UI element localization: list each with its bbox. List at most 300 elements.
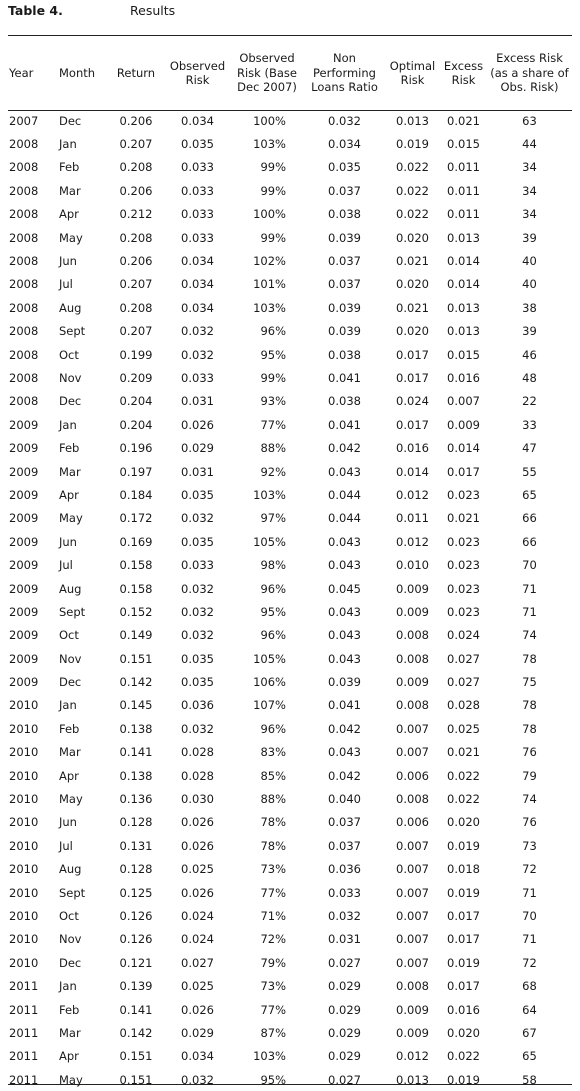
optimal-risk-cell: 0.008 (396, 651, 429, 666)
col-header-excess-risk: Excess Risk (443, 58, 484, 87)
month-cell: Sept (59, 324, 86, 339)
return-cell: 0.158 (119, 558, 153, 573)
npl-ratio-cell: 0.040 (328, 792, 361, 807)
excess-risk-cell: 0.018 (447, 862, 480, 877)
year-cell: 2011 (9, 1002, 39, 1017)
year-cell: 2010 (9, 721, 39, 736)
npl-ratio-cell: 0.027 (328, 1072, 361, 1087)
observed-risk-base-cell: 77% (260, 417, 286, 432)
excess-risk-cell: 0.013 (447, 300, 480, 315)
month-cell: Jan (59, 979, 77, 994)
excess-share-cell: 72 (522, 955, 537, 970)
optimal-risk-cell: 0.007 (396, 955, 429, 970)
optimal-risk-cell: 0.008 (396, 698, 429, 713)
npl-ratio-cell: 0.029 (328, 979, 361, 994)
year-cell: 2008 (9, 394, 39, 409)
optimal-risk-cell: 0.016 (396, 441, 429, 456)
optimal-risk-cell: 0.022 (396, 207, 429, 222)
observed-risk-cell: 0.030 (181, 792, 214, 807)
npl-ratio-cell: 0.029 (328, 1002, 361, 1017)
observed-risk-base-cell: 92% (260, 464, 286, 479)
table-row (8, 320, 572, 343)
excess-risk-cell: 0.020 (447, 1025, 480, 1040)
table-row (8, 881, 572, 904)
excess-risk-cell: 0.014 (447, 441, 480, 456)
observed-risk-base-cell: 107% (253, 698, 286, 713)
return-cell: 0.142 (119, 675, 153, 690)
table-row (8, 483, 572, 506)
excess-share-cell: 40 (522, 277, 537, 292)
optimal-risk-cell: 0.021 (396, 300, 429, 315)
observed-risk-cell: 0.035 (181, 675, 214, 690)
observed-risk-base-cell: 97% (260, 511, 286, 526)
table-row (8, 530, 572, 553)
return-cell: 0.136 (119, 792, 153, 807)
excess-share-cell: 76 (522, 815, 537, 830)
observed-risk-base-cell: 103% (253, 487, 286, 502)
excess-risk-cell: 0.023 (447, 581, 480, 596)
return-cell: 0.145 (119, 698, 153, 713)
optimal-risk-cell: 0.006 (396, 768, 429, 783)
observed-risk-cell: 0.032 (181, 604, 214, 619)
year-cell: 2010 (9, 932, 39, 947)
year-cell: 2010 (9, 792, 39, 807)
observed-risk-base-cell: 96% (260, 581, 286, 596)
year-cell: 2011 (9, 979, 39, 994)
observed-risk-cell: 0.035 (181, 137, 214, 152)
year-cell: 2010 (9, 698, 39, 713)
optimal-risk-cell: 0.008 (396, 792, 429, 807)
table-row (8, 717, 572, 740)
table-row (8, 109, 572, 132)
optimal-risk-cell: 0.020 (396, 324, 429, 339)
month-cell: Jul (59, 558, 73, 573)
observed-risk-cell: 0.034 (181, 277, 214, 292)
optimal-risk-cell: 0.021 (396, 254, 429, 269)
year-cell: 2008 (9, 230, 39, 245)
year-cell: 2009 (9, 604, 39, 619)
observed-risk-cell: 0.035 (181, 534, 214, 549)
excess-risk-cell: 0.011 (447, 207, 480, 222)
return-cell: 0.206 (119, 254, 153, 269)
year-cell: 2010 (9, 838, 39, 853)
excess-share-cell: 34 (522, 183, 537, 198)
year-cell: 2008 (9, 370, 39, 385)
npl-ratio-cell: 0.042 (328, 721, 361, 736)
optimal-risk-cell: 0.006 (396, 815, 429, 830)
month-cell: Aug (59, 862, 82, 877)
return-cell: 0.128 (119, 862, 153, 877)
excess-share-cell: 39 (522, 324, 537, 339)
npl-ratio-cell: 0.038 (328, 207, 361, 222)
excess-risk-cell: 0.017 (447, 908, 480, 923)
excess-risk-cell: 0.014 (447, 254, 480, 269)
npl-ratio-cell: 0.038 (328, 394, 361, 409)
year-cell: 2009 (9, 417, 39, 432)
excess-share-cell: 73 (522, 838, 537, 853)
excess-share-cell: 78 (522, 651, 537, 666)
col-header-npl-ratio: Non Performing Loans Ratio (311, 51, 378, 95)
return-cell: 0.207 (119, 137, 153, 152)
month-cell: May (59, 230, 83, 245)
year-cell: 2009 (9, 487, 39, 502)
month-cell: Nov (59, 932, 82, 947)
excess-risk-cell: 0.020 (447, 815, 480, 830)
npl-ratio-cell: 0.036 (328, 862, 361, 877)
month-cell: Feb (59, 1002, 80, 1017)
year-cell: 2010 (9, 745, 39, 760)
observed-risk-base-cell: 95% (260, 604, 286, 619)
table-row (8, 460, 572, 483)
excess-risk-cell: 0.017 (447, 932, 480, 947)
excess-risk-cell: 0.013 (447, 230, 480, 245)
col-header-observed-risk: Observed Risk (169, 58, 226, 87)
month-cell: Dec (59, 113, 82, 128)
table-row (8, 600, 572, 623)
npl-ratio-cell: 0.041 (328, 698, 361, 713)
excess-risk-cell: 0.013 (447, 324, 480, 339)
excess-share-cell: 71 (522, 932, 537, 947)
observed-risk-cell: 0.032 (181, 511, 214, 526)
observed-risk-base-cell: 95% (260, 1072, 286, 1087)
excess-risk-cell: 0.027 (447, 651, 480, 666)
table-row (8, 787, 572, 810)
year-cell: 2008 (9, 300, 39, 315)
return-cell: 0.206 (119, 183, 153, 198)
npl-ratio-cell: 0.037 (328, 183, 361, 198)
month-cell: Jun (59, 534, 77, 549)
return-cell: 0.125 (119, 885, 153, 900)
return-cell: 0.139 (119, 979, 153, 994)
month-cell: Oct (59, 908, 79, 923)
month-cell: Nov (59, 370, 82, 385)
observed-risk-base-cell: 103% (253, 300, 286, 315)
month-cell: Dec (59, 675, 82, 690)
excess-share-cell: 66 (522, 511, 537, 526)
excess-share-cell: 48 (522, 370, 537, 385)
table-row (8, 296, 572, 319)
table-row (8, 764, 572, 787)
excess-risk-cell: 0.021 (447, 745, 480, 760)
observed-risk-base-cell: 105% (253, 534, 286, 549)
excess-share-cell: 70 (522, 908, 537, 923)
observed-risk-base-cell: 78% (260, 838, 286, 853)
optimal-risk-cell: 0.020 (396, 277, 429, 292)
optimal-risk-cell: 0.019 (396, 137, 429, 152)
npl-ratio-cell: 0.042 (328, 768, 361, 783)
observed-risk-base-cell: 101% (253, 277, 286, 292)
excess-risk-cell: 0.022 (447, 792, 480, 807)
optimal-risk-cell: 0.022 (396, 183, 429, 198)
observed-risk-cell: 0.029 (181, 441, 214, 456)
month-cell: Nov (59, 651, 82, 666)
table-row (8, 904, 572, 927)
return-cell: 0.126 (119, 908, 153, 923)
table-row (8, 507, 572, 530)
excess-share-cell: 47 (522, 441, 537, 456)
year-cell: 2008 (9, 137, 39, 152)
month-cell: Mar (59, 464, 81, 479)
month-cell: Jun (59, 254, 77, 269)
year-cell: 2008 (9, 254, 39, 269)
return-cell: 0.208 (119, 300, 153, 315)
year-cell: 2009 (9, 581, 39, 596)
optimal-risk-cell: 0.007 (396, 932, 429, 947)
excess-risk-cell: 0.023 (447, 487, 480, 502)
observed-risk-cell: 0.031 (181, 464, 214, 479)
observed-risk-cell: 0.034 (181, 254, 214, 269)
optimal-risk-cell: 0.009 (396, 581, 429, 596)
optimal-risk-cell: 0.009 (396, 675, 429, 690)
table-row (8, 390, 572, 413)
excess-share-cell: 76 (522, 745, 537, 760)
month-cell: Aug (59, 581, 82, 596)
table-number: Table 4. (8, 3, 63, 18)
month-cell: Oct (59, 347, 79, 362)
observed-risk-base-cell: 88% (260, 792, 286, 807)
observed-risk-cell: 0.026 (181, 417, 214, 432)
excess-share-cell: 64 (522, 1002, 537, 1017)
excess-risk-cell: 0.019 (447, 1072, 480, 1087)
observed-risk-base-cell: 95% (260, 347, 286, 362)
return-cell: 0.142 (119, 1025, 153, 1040)
observed-risk-base-cell: 103% (253, 1049, 286, 1064)
excess-risk-cell: 0.019 (447, 885, 480, 900)
npl-ratio-cell: 0.027 (328, 955, 361, 970)
npl-ratio-cell: 0.029 (328, 1049, 361, 1064)
return-cell: 0.208 (119, 160, 153, 175)
optimal-risk-cell: 0.013 (396, 113, 429, 128)
month-cell: Dec (59, 955, 82, 970)
optimal-risk-cell: 0.009 (396, 1025, 429, 1040)
npl-ratio-cell: 0.035 (328, 160, 361, 175)
table-row (8, 226, 572, 249)
col-header-observed-risk-base: Observed Risk (Base Dec 2007) (237, 51, 297, 95)
observed-risk-cell: 0.034 (181, 113, 214, 128)
return-cell: 0.131 (119, 838, 153, 853)
return-cell: 0.152 (119, 604, 153, 619)
observed-risk-cell: 0.028 (181, 745, 214, 760)
month-cell: Mar (59, 745, 81, 760)
observed-risk-base-cell: 78% (260, 815, 286, 830)
optimal-risk-cell: 0.022 (396, 160, 429, 175)
year-cell: 2011 (9, 1025, 39, 1040)
excess-risk-cell: 0.016 (447, 1002, 480, 1017)
npl-ratio-cell: 0.039 (328, 300, 361, 315)
year-cell: 2010 (9, 955, 39, 970)
table-row (8, 343, 572, 366)
return-cell: 0.158 (119, 581, 153, 596)
excess-risk-cell: 0.015 (447, 137, 480, 152)
observed-risk-base-cell: 106% (253, 675, 286, 690)
npl-ratio-cell: 0.029 (328, 1025, 361, 1040)
excess-risk-cell: 0.009 (447, 417, 480, 432)
excess-share-cell: 74 (522, 628, 537, 643)
excess-risk-cell: 0.011 (447, 160, 480, 175)
results-table (8, 37, 572, 1091)
excess-share-cell: 39 (522, 230, 537, 245)
return-cell: 0.126 (119, 932, 153, 947)
observed-risk-base-cell: 87% (260, 1025, 286, 1040)
optimal-risk-cell: 0.020 (396, 230, 429, 245)
observed-risk-base-cell: 99% (260, 370, 286, 385)
table-row (8, 553, 572, 576)
excess-share-cell: 34 (522, 207, 537, 222)
excess-share-cell: 71 (522, 581, 537, 596)
observed-risk-cell: 0.034 (181, 300, 214, 315)
excess-share-cell: 71 (522, 885, 537, 900)
table-row (8, 951, 572, 974)
observed-risk-cell: 0.032 (181, 347, 214, 362)
year-cell: 2008 (9, 324, 39, 339)
month-cell: Jun (59, 815, 77, 830)
excess-risk-cell: 0.014 (447, 277, 480, 292)
observed-risk-cell: 0.033 (181, 160, 214, 175)
month-cell: Apr (59, 1049, 79, 1064)
table-row (8, 1045, 572, 1068)
excess-risk-cell: 0.022 (447, 768, 480, 783)
excess-risk-cell: 0.019 (447, 838, 480, 853)
observed-risk-cell: 0.026 (181, 838, 214, 853)
excess-share-cell: 75 (522, 675, 537, 690)
col-header-optimal-risk: Optimal Risk (389, 58, 436, 87)
npl-ratio-cell: 0.037 (328, 815, 361, 830)
observed-risk-base-cell: 99% (260, 183, 286, 198)
excess-share-cell: 44 (522, 137, 537, 152)
npl-ratio-cell: 0.038 (328, 347, 361, 362)
excess-share-cell: 65 (522, 1049, 537, 1064)
table-row (8, 694, 572, 717)
npl-ratio-cell: 0.039 (328, 675, 361, 690)
table-row (8, 834, 572, 857)
year-cell: 2010 (9, 862, 39, 877)
observed-risk-base-cell: 71% (260, 908, 286, 923)
table-row (8, 998, 572, 1021)
year-cell: 2009 (9, 534, 39, 549)
year-cell: 2010 (9, 908, 39, 923)
excess-share-cell: 58 (522, 1072, 537, 1087)
month-cell: Feb (59, 160, 80, 175)
month-cell: Jan (59, 137, 77, 152)
optimal-risk-cell: 0.009 (396, 1002, 429, 1017)
npl-ratio-cell: 0.044 (328, 487, 361, 502)
observed-risk-base-cell: 96% (260, 324, 286, 339)
table-row (8, 156, 572, 179)
table-row (8, 928, 572, 951)
excess-risk-cell: 0.017 (447, 979, 480, 994)
return-cell: 0.197 (119, 464, 153, 479)
observed-risk-cell: 0.028 (181, 768, 214, 783)
npl-ratio-cell: 0.041 (328, 370, 361, 385)
year-cell: 2009 (9, 675, 39, 690)
top-rule (8, 35, 572, 36)
table-row (8, 249, 572, 272)
observed-risk-cell: 0.034 (181, 1049, 214, 1064)
observed-risk-cell: 0.032 (181, 1072, 214, 1087)
optimal-risk-cell: 0.014 (396, 464, 429, 479)
excess-risk-cell: 0.011 (447, 183, 480, 198)
observed-risk-base-cell: 85% (260, 768, 286, 783)
optimal-risk-cell: 0.008 (396, 628, 429, 643)
observed-risk-base-cell: 100% (253, 113, 286, 128)
return-cell: 0.184 (119, 487, 153, 502)
npl-ratio-cell: 0.041 (328, 417, 361, 432)
excess-share-cell: 46 (522, 347, 537, 362)
table-row (8, 858, 572, 881)
excess-risk-cell: 0.023 (447, 604, 480, 619)
month-cell: Aug (59, 300, 82, 315)
month-cell: May (59, 1072, 83, 1087)
npl-ratio-cell: 0.043 (328, 558, 361, 573)
month-cell: May (59, 792, 83, 807)
table-row (8, 577, 572, 600)
npl-ratio-cell: 0.033 (328, 885, 361, 900)
year-cell: 2010 (9, 885, 39, 900)
optimal-risk-cell: 0.007 (396, 862, 429, 877)
excess-risk-cell: 0.015 (447, 347, 480, 362)
month-cell: May (59, 511, 83, 526)
npl-ratio-cell: 0.043 (328, 534, 361, 549)
month-cell: Apr (59, 768, 79, 783)
observed-risk-base-cell: 99% (260, 160, 286, 175)
observed-risk-base-cell: 98% (260, 558, 286, 573)
observed-risk-cell: 0.036 (181, 698, 214, 713)
npl-ratio-cell: 0.043 (328, 464, 361, 479)
npl-ratio-cell: 0.032 (328, 113, 361, 128)
return-cell: 0.196 (119, 441, 153, 456)
return-cell: 0.207 (119, 324, 153, 339)
npl-ratio-cell: 0.043 (328, 745, 361, 760)
excess-risk-cell: 0.023 (447, 558, 480, 573)
observed-risk-cell: 0.026 (181, 1002, 214, 1017)
month-cell: Feb (59, 441, 80, 456)
optimal-risk-cell: 0.012 (396, 487, 429, 502)
observed-risk-cell: 0.035 (181, 487, 214, 502)
col-header-year: Year (9, 65, 34, 80)
excess-risk-cell: 0.021 (447, 113, 480, 128)
return-cell: 0.151 (119, 1072, 153, 1087)
return-cell: 0.204 (119, 417, 153, 432)
optimal-risk-cell: 0.007 (396, 885, 429, 900)
excess-share-cell: 78 (522, 721, 537, 736)
month-cell: Dec (59, 394, 82, 409)
year-cell: 2007 (9, 113, 39, 128)
observed-risk-cell: 0.032 (181, 628, 214, 643)
year-cell: 2008 (9, 277, 39, 292)
return-cell: 0.172 (119, 511, 153, 526)
optimal-risk-cell: 0.008 (396, 979, 429, 994)
table-row (8, 811, 572, 834)
table-row (8, 741, 572, 764)
npl-ratio-cell: 0.043 (328, 628, 361, 643)
excess-share-cell: 72 (522, 862, 537, 877)
npl-ratio-cell: 0.043 (328, 604, 361, 619)
observed-risk-cell: 0.024 (181, 932, 214, 947)
return-cell: 0.121 (119, 955, 153, 970)
npl-ratio-cell: 0.042 (328, 441, 361, 456)
observed-risk-cell: 0.024 (181, 908, 214, 923)
optimal-risk-cell: 0.007 (396, 838, 429, 853)
excess-share-cell: 70 (522, 558, 537, 573)
observed-risk-base-cell: 73% (260, 862, 286, 877)
return-cell: 0.149 (119, 628, 153, 643)
month-cell: Mar (59, 1025, 81, 1040)
excess-risk-cell: 0.019 (447, 955, 480, 970)
table-body (8, 109, 572, 1091)
npl-ratio-cell: 0.037 (328, 838, 361, 853)
observed-risk-base-cell: 105% (253, 651, 286, 666)
excess-share-cell: 74 (522, 792, 537, 807)
